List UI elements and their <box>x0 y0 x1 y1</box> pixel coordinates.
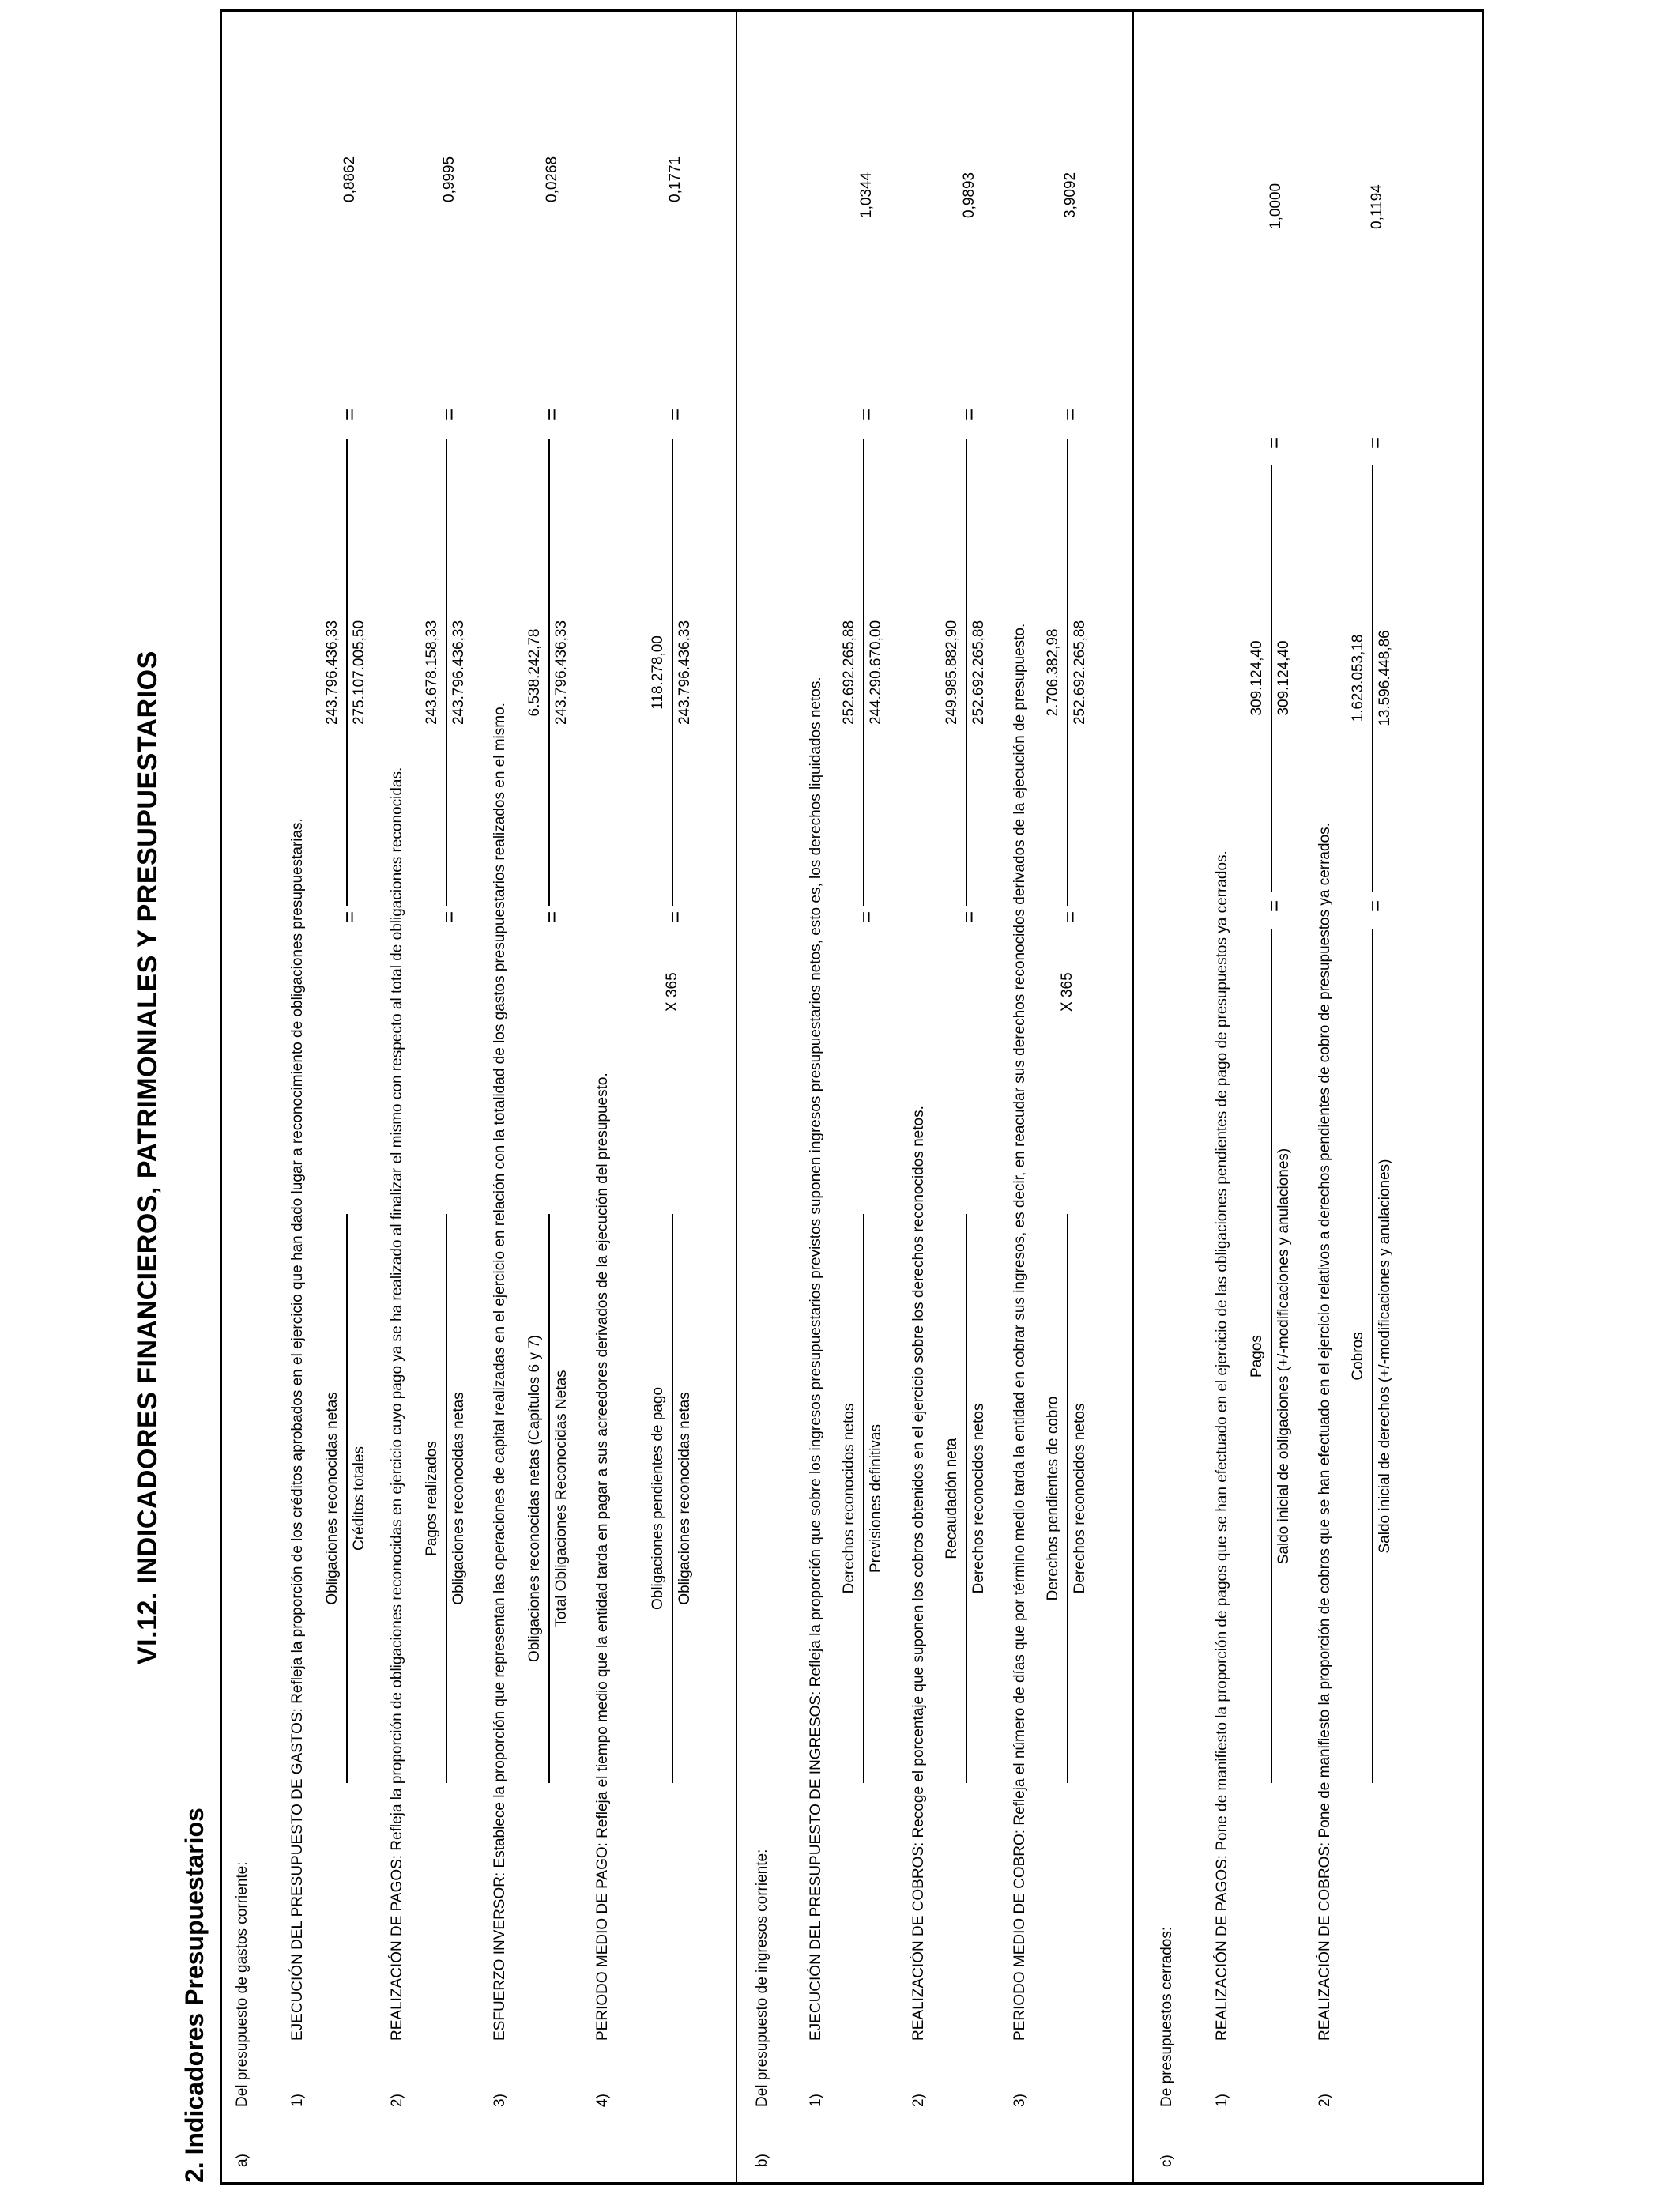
denominator-value: 243.796.436,33 <box>553 620 570 726</box>
result-value: 3,9092 <box>1062 172 1079 218</box>
equals-sign: = <box>337 910 361 923</box>
formula-denominator: Derechos reconocidos netos <box>970 1403 987 1594</box>
value-line <box>966 439 967 906</box>
equals-sign: = <box>540 910 563 923</box>
numerator-value: 2.706.382,98 <box>1045 628 1061 717</box>
formula-line <box>1372 929 1373 1783</box>
item-description: EJECUCIÓN DEL PRESUPUESTO DE GASTOS: Refleja la proporción de los créditos aprobados en el ejercicio que han dado lugar a reconocimiento de obligaciones presupuestarias. <box>289 818 306 2041</box>
equals-sign: = <box>854 910 878 923</box>
denominator-value: 243.796.436,33 <box>676 620 693 726</box>
numerator-value: 243.796.436,33 <box>324 620 341 726</box>
formula-line <box>446 1214 447 1783</box>
value-line <box>863 439 864 906</box>
formula-line <box>548 1214 550 1783</box>
value-line <box>1372 465 1373 892</box>
formula-line <box>863 1214 864 1783</box>
value-line <box>672 439 673 906</box>
formula-denominator: Saldo inicial de derechos (+/-modificaciones y anulaciones) <box>1377 1159 1393 1554</box>
formula-numerator: Derechos pendientes de cobro <box>1045 1396 1061 1601</box>
item-description: REALIZACIÓN DE COBROS: Recoge el porcentaje que suponen los cobros obtenidos en el ejercicio sobre los derechos reconocidos netos. <box>910 1106 927 2041</box>
page-title: VI.12. INDICADORES FINANCIEROS, PATRIMONIALES Y PRESUPUESTARIOS <box>133 650 163 1664</box>
item-number: 4) <box>594 2094 611 2107</box>
equals-sign: = <box>663 910 687 923</box>
equals-sign: = <box>1058 910 1082 923</box>
section-heading: 2. Indicadores Presupuestarios <box>180 1808 209 2183</box>
formula-denominator: Total Obligaciones Reconocidas Netas <box>553 1370 570 1627</box>
result-value: 0,1194 <box>1369 184 1385 229</box>
equals-sign: = <box>540 408 563 420</box>
item-description: ESFUERZO INVERSOR: Establece la proporción que representan las operaciones de capital realizadas en el ejercicio en relación con la totalidad de los gastos presupuestarios realizados en el mismo. <box>492 703 508 2041</box>
denominator-value: 252.692.265,88 <box>970 620 987 726</box>
formula-line <box>346 1214 348 1783</box>
formula-numerator: Obligaciones reconocidas netas <box>324 1392 341 1605</box>
item-number: 1) <box>808 2094 824 2107</box>
item-description: PERIODO MEDIO DE COBRO: Refleja el número de días que por término medio tarda la entidad en cobrar sus ingresos, es decir, en reacudar sus derechos reconocidos derivados de la ejecución de presupuesto. <box>1011 623 1028 2041</box>
equals-sign: = <box>337 408 361 420</box>
numerator-value: 243.678.158,33 <box>424 620 440 726</box>
item-number: 1) <box>289 2094 306 2107</box>
section-divider-b-c <box>1132 9 1134 2185</box>
section-divider-a-b <box>736 9 737 2185</box>
equals-sign: = <box>663 408 687 420</box>
result-value: 0,9995 <box>441 156 458 202</box>
denominator-value: 243.796.436,33 <box>450 620 467 726</box>
equals-sign: = <box>1363 436 1387 449</box>
section-a-title: Del presupuesto de gastos corriente: <box>234 1861 250 2107</box>
formula-numerator: Obligaciones pendientes de pago <box>650 1386 666 1611</box>
formula-numerator: Recaudación neta <box>944 1438 960 1559</box>
section-c-title: De presupuestos cerrados: <box>1158 1926 1175 2107</box>
numerator-value: 249.985.882,90 <box>944 620 960 726</box>
formula-line <box>672 1214 673 1783</box>
item-number: 2) <box>1317 2094 1333 2107</box>
denominator-value: 275.107.005,50 <box>351 620 367 726</box>
numerator-value: 252.692.265,88 <box>841 620 857 726</box>
equals-sign: = <box>1262 436 1286 449</box>
numerator-value: 118.278,00 <box>650 635 666 710</box>
item-description: REALIZACIÓN DE PAGOS: Refleja la proporción de obligaciones reconocidas en ejercicio cuyo pago ya se ha realizado al finalizar el mismo con respecto al total de obligaciones reconocidas. <box>389 767 405 2041</box>
result-value: 1,0000 <box>1268 183 1284 229</box>
section-c-letter: c) <box>1158 2154 1175 2167</box>
numerator-value: 1.623.053,18 <box>1350 634 1366 722</box>
formula-numerator: Cobros <box>1350 1332 1366 1381</box>
equals-sign: = <box>854 408 878 420</box>
formula-line <box>966 1214 967 1783</box>
multiplier: X 365 <box>1059 972 1075 1012</box>
result-value: 1,0344 <box>858 172 875 218</box>
equals-sign: = <box>437 408 461 420</box>
value-line <box>346 439 348 906</box>
formula-denominator: Previsiones definitivas <box>868 1424 884 1573</box>
numerator-value: 6.538.242,78 <box>526 628 543 717</box>
result-value: 0,0268 <box>544 156 560 202</box>
denominator-value: 252.692.265,88 <box>1072 620 1088 726</box>
item-description: PERIODO MEDIO DE PAGO: Refleja el tiempo medio que la entidad tarda en pagar a sus acreedores derivados de la ejecución del presupuesto. <box>594 1072 611 2041</box>
item-description: REALIZACIÓN DE PAGOS: Pone de manifiesto la proporción de pagos que se han efectuado en el ejercicio de las obligaciones pendientes de pago de presupuestos ya cerrados. <box>1214 850 1230 2041</box>
formula-numerator: Obligaciones reconocidas netas (Capítulos 6 y 7) <box>526 1335 543 1663</box>
result-value: 0,8862 <box>341 156 358 202</box>
indicators-table <box>220 9 1484 2185</box>
item-number: 2) <box>389 2094 405 2107</box>
value-line <box>446 439 447 906</box>
item-description: EJECUCIÓN DEL PRESUPUESTO DE INGRESOS: Refleja la proporción que sobre los ingresos presupuestarios previstos suponen ingresos presupuestarios netos, esto es, los derechos liquidados netos. <box>808 677 824 2041</box>
item-number: 2) <box>910 2094 927 2107</box>
formula-line <box>1067 1214 1068 1783</box>
item-description: REALIZACIÓN DE COBROS: Pone de manifiesto la proporción de cobros que se han efectuado en el ejercicio relativos a derechos pendientes de cobro de presupuestos ya cerrados. <box>1317 823 1333 2041</box>
equals-sign: = <box>437 910 461 923</box>
value-line <box>1271 465 1272 892</box>
equals-sign: = <box>957 910 981 923</box>
formula-line <box>1271 929 1272 1783</box>
item-number: 3) <box>1011 2094 1028 2107</box>
section-b-title: Del presupuesto de ingresos corriente: <box>754 1849 770 2107</box>
denominator-value: 244.290.670,00 <box>868 620 884 726</box>
equals-sign: = <box>1262 899 1286 912</box>
equals-sign: = <box>1058 408 1082 420</box>
formula-denominator: Saldo inicial de obligaciones (+/-modificaciones y anulaciones) <box>1275 1148 1292 1565</box>
multiplier: X 365 <box>664 972 680 1012</box>
denominator-value: 13.596.448,86 <box>1377 630 1393 726</box>
equals-sign: = <box>957 408 981 420</box>
numerator-value: 309.124,40 <box>1249 640 1265 716</box>
item-number: 3) <box>492 2094 508 2107</box>
value-line <box>1067 439 1068 906</box>
result-value: 0,1771 <box>667 156 684 202</box>
formula-numerator: Derechos reconocidos netos <box>841 1403 857 1594</box>
section-a-letter: a) <box>234 2154 250 2167</box>
denominator-value: 309.124,40 <box>1275 640 1292 716</box>
formula-denominator: Créditos totales <box>351 1446 367 1551</box>
formula-denominator: Obligaciones reconocidas netas <box>676 1392 693 1605</box>
formula-denominator: Derechos reconocidos netos <box>1072 1403 1088 1594</box>
section-b-letter: b) <box>754 2154 770 2167</box>
value-line <box>548 439 550 906</box>
result-value: 0,9893 <box>961 172 977 218</box>
formula-numerator: Pagos <box>1249 1335 1265 1378</box>
equals-sign: = <box>1363 899 1387 912</box>
item-number: 1) <box>1214 2094 1230 2107</box>
formula-numerator: Pagos realizados <box>424 1441 440 1556</box>
formula-denominator: Obligaciones reconocidas netas <box>450 1392 467 1605</box>
